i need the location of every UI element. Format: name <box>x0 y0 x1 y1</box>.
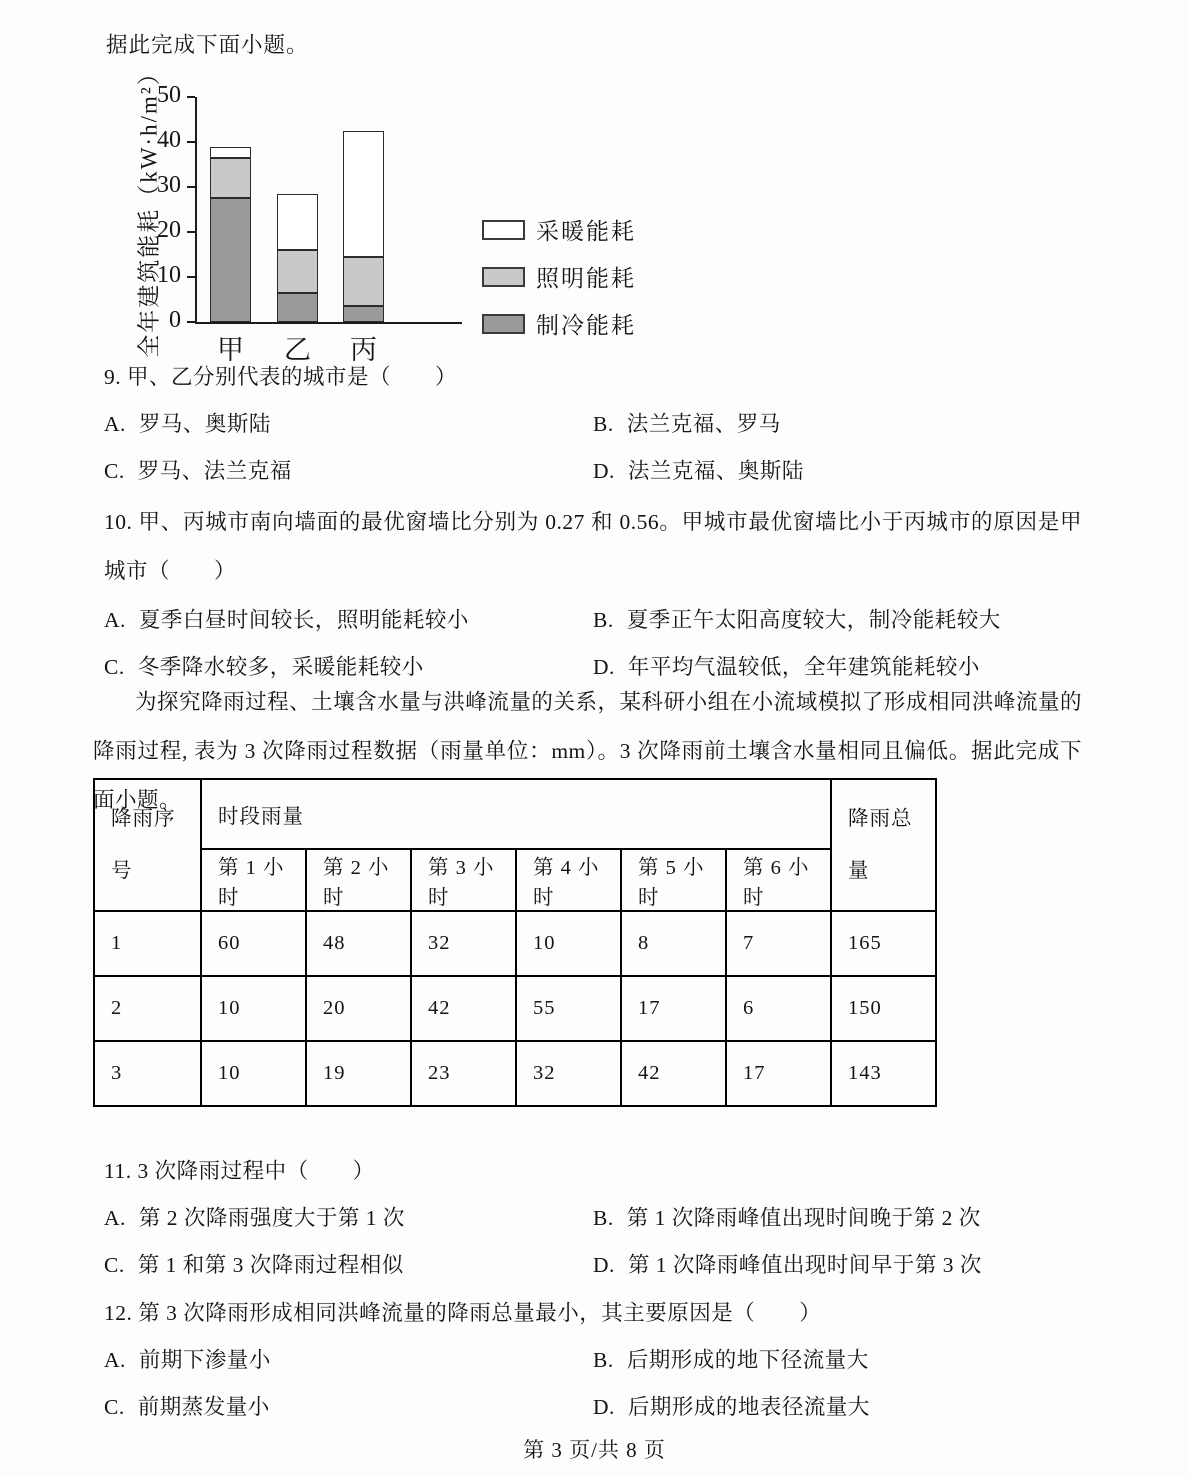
y-tick-label: 40 <box>157 127 181 153</box>
option-text: 第 1 次降雨峰值出现时间晚于第 2 次 <box>626 1206 981 1230</box>
option-label: C. <box>104 1395 125 1419</box>
chart-plot-area <box>157 82 462 365</box>
y-axis-tick <box>187 141 195 143</box>
option-text: 法兰克福、罗马 <box>626 412 781 436</box>
option-label: A. <box>104 412 126 436</box>
question-11 <box>104 1154 1082 1281</box>
option-label: B. <box>593 1206 614 1230</box>
cell-total: 143 <box>831 1041 936 1106</box>
question-11-stem: 11. 3 次降雨过程中（ ） <box>104 1159 375 1183</box>
table-header-hour-1: 第 1 小时 <box>201 849 306 911</box>
cell-value: 32 <box>516 1041 621 1106</box>
intro-text: 据此完成下面小题。 <box>106 33 309 57</box>
cell-value: 48 <box>306 911 411 976</box>
option-text: 后期形成的地表径流量大 <box>627 1395 870 1419</box>
table-header-hour-6: 第 6 小时 <box>726 849 831 911</box>
option-label: B. <box>593 608 614 632</box>
option-9-a <box>104 408 593 440</box>
cell-value: 10 <box>201 976 306 1041</box>
option-text: 法兰克福、奥斯陆 <box>627 459 804 483</box>
question-9-options <box>104 408 1082 487</box>
cell-value: 32 <box>411 911 516 976</box>
y-tick-label: 20 <box>157 217 181 243</box>
option-9-d <box>593 455 1082 487</box>
y-tick-label: 30 <box>157 172 181 198</box>
legend-swatch <box>482 314 525 334</box>
y-axis-tick <box>187 321 195 323</box>
question-12-stem: 12. 第 3 次降雨形成相同洪峰流量的降雨总量最小，其主要原因是（ ） <box>104 1301 822 1325</box>
legend-label: 采暖能耗 <box>536 219 636 244</box>
option-11-b <box>593 1202 1082 1234</box>
y-tick-label: 50 <box>157 82 181 108</box>
y-axis-tick <box>187 231 195 233</box>
table-header-hour-2: 第 2 小时 <box>306 849 411 911</box>
cell-value: 10 <box>201 1041 306 1106</box>
cell-value: 6 <box>726 976 831 1041</box>
cell-value: 60 <box>201 911 306 976</box>
question-9-stem: 9. 甲、乙分别代表的城市是（ ） <box>104 365 458 389</box>
question-12 <box>104 1296 1082 1423</box>
option-label: A. <box>104 1348 126 1372</box>
passage-text: 为探究降雨过程、土壤含水量与洪峰流量的关系，某科研小组在小流域模拟了形成相同洪峰流量的降雨过程, 表为 3 次降雨过程数据（雨量单位：mm）。3 次降雨前土壤含水量相同且偏低。据此完成下面小题。 <box>93 690 1082 812</box>
option-12-d <box>593 1391 1082 1423</box>
y-axis-tick <box>187 276 195 278</box>
cell-value: 10 <box>516 911 621 976</box>
cell-rain-no: 3 <box>94 1041 201 1106</box>
bar-segment-照明能耗 <box>210 158 251 199</box>
cell-value: 42 <box>411 976 516 1041</box>
table-header-period-rainfall: 时段雨量 <box>201 779 831 849</box>
table-header-hour-3: 第 3 小时 <box>411 849 516 911</box>
option-label: D. <box>593 1253 615 1277</box>
legend-item <box>482 260 636 293</box>
cell-value: 20 <box>306 976 411 1041</box>
bar-segment-制冷能耗 <box>343 306 384 322</box>
legend-item <box>482 213 636 246</box>
legend-swatch <box>482 267 525 287</box>
cell-value: 17 <box>621 976 726 1041</box>
option-label: C. <box>104 1253 125 1277</box>
cell-value: 23 <box>411 1041 516 1106</box>
bar-segment-采暖能耗 <box>277 194 318 250</box>
cell-total: 150 <box>831 976 936 1041</box>
question-9 <box>104 360 1082 487</box>
page-number: 第 3 页/共 8 页 <box>523 1438 666 1462</box>
cell-rain-no: 2 <box>94 976 201 1041</box>
bar-segment-采暖能耗 <box>343 131 384 257</box>
legend-label: 照明能耗 <box>536 266 636 291</box>
option-10-a <box>104 604 593 636</box>
y-tick-label: 0 <box>169 307 181 333</box>
y-tick-label: 10 <box>157 262 181 288</box>
option-label: A. <box>104 608 126 632</box>
option-text: 第 1 和第 3 次降雨过程相似 <box>137 1253 404 1277</box>
bar-segment-照明能耗 <box>277 250 318 293</box>
option-text: 年平均气温较低，全年建筑能耗较小 <box>627 655 980 679</box>
question-10-stem: 10. 甲、丙城市南向墙面的最优窗墙比分别为 0.27 和 0.56。甲城市最优窗墙比小于丙城市的原因是甲城市（ ） <box>104 510 1082 583</box>
option-9-c <box>104 455 593 487</box>
question-10-options <box>104 604 1082 683</box>
option-label: D. <box>593 1395 615 1419</box>
cell-value: 8 <box>621 911 726 976</box>
option-text: 第 2 次降雨强度大于第 1 次 <box>138 1206 405 1230</box>
question-11-options <box>104 1202 1082 1281</box>
cell-value: 19 <box>306 1041 411 1106</box>
category-label: 丙 <box>350 335 377 365</box>
question-12-options <box>104 1344 1082 1423</box>
option-text: 罗马、奥斯陆 <box>138 412 271 436</box>
cell-total: 165 <box>831 911 936 976</box>
option-11-c <box>104 1249 593 1281</box>
option-12-b <box>593 1344 1082 1376</box>
option-9-b <box>593 408 1082 440</box>
chart-y-axis-label: 全年建筑能耗（kW·h/m²） <box>136 60 162 358</box>
cell-rain-no: 1 <box>94 911 201 976</box>
option-11-d <box>593 1249 1082 1281</box>
y-axis-tick <box>187 186 195 188</box>
table-header-total: 降雨总量 <box>831 779 936 911</box>
option-label: C. <box>104 655 125 679</box>
table-row <box>94 1041 936 1106</box>
option-text: 第 1 次降雨峰值出现时间早于第 3 次 <box>627 1253 982 1277</box>
rainfall-table <box>93 778 937 1107</box>
cell-value: 42 <box>621 1041 726 1106</box>
option-label: A. <box>104 1206 126 1230</box>
option-11-a <box>104 1202 593 1234</box>
table-row <box>94 976 936 1041</box>
option-text: 夏季正午太阳高度较大，制冷能耗较大 <box>626 608 1001 632</box>
legend-swatch <box>482 220 525 240</box>
option-text: 前期下渗量小 <box>138 1348 271 1372</box>
option-text: 罗马、法兰克福 <box>137 459 292 483</box>
cell-value: 7 <box>726 911 831 976</box>
question-10 <box>104 498 1082 683</box>
option-label: D. <box>593 459 615 483</box>
bar-segment-照明能耗 <box>343 257 384 307</box>
bar-segment-制冷能耗 <box>210 198 251 322</box>
chart-legend <box>482 213 636 354</box>
bar-segment-制冷能耗 <box>277 293 318 322</box>
legend-item <box>482 307 636 340</box>
option-12-c <box>104 1391 593 1423</box>
option-text: 前期蒸发量小 <box>137 1395 270 1419</box>
table-header-hour-4: 第 4 小时 <box>516 849 621 911</box>
table-header-rain-no: 降雨序号 <box>94 779 201 911</box>
option-text: 夏季白昼时间较长，照明能耗较小 <box>138 608 469 632</box>
option-10-b <box>593 604 1082 636</box>
bar-segment-采暖能耗 <box>210 147 251 158</box>
option-label: B. <box>593 412 614 436</box>
cell-value: 17 <box>726 1041 831 1106</box>
legend-label: 制冷能耗 <box>536 313 636 338</box>
category-label: 乙 <box>284 335 311 365</box>
cell-value: 55 <box>516 976 621 1041</box>
table-header-hour-5: 第 5 小时 <box>621 849 726 911</box>
option-label: D. <box>593 655 615 679</box>
option-label: B. <box>593 1348 614 1372</box>
option-12-a <box>104 1344 593 1376</box>
table-row <box>94 911 936 976</box>
y-axis-tick <box>187 96 195 98</box>
option-text: 冬季降水较多，采暖能耗较小 <box>137 655 424 679</box>
category-label: 甲 <box>217 335 244 365</box>
option-label: C. <box>104 459 125 483</box>
option-text: 后期形成的地下径流量大 <box>626 1348 869 1372</box>
energy-consumption-chart <box>107 60 827 372</box>
